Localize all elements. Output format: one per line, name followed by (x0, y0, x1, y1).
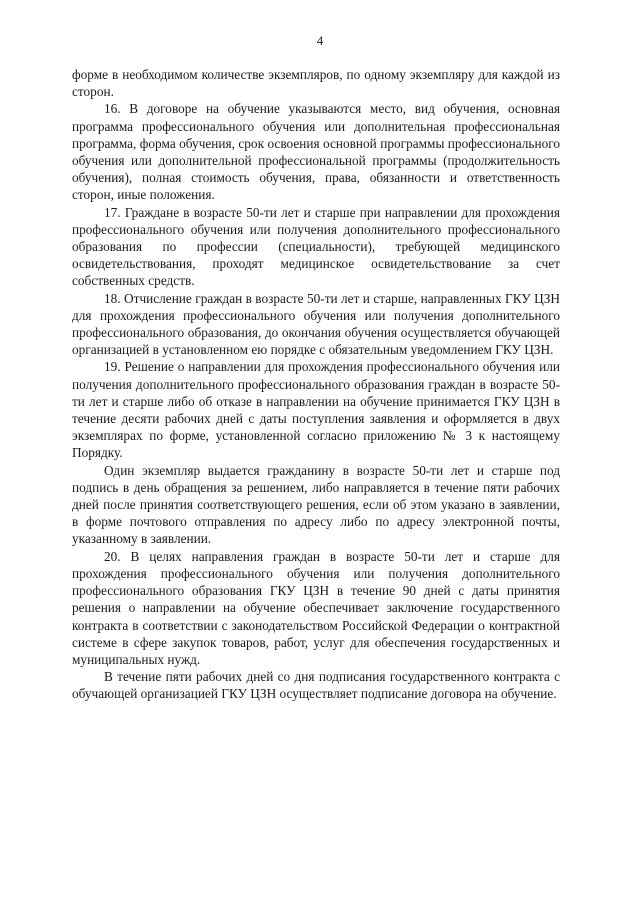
paragraph-19-continued: Один экземпляр выдается гражданину в возрасте 50-ти лет и старше под подпись в день обращения за решением, либо направляется в течение пяти рабочих дней после принятия соответствующего решения, если об этом указано в заявлении, в форме почтового отправления по адресу либо по адресу электронной почты, указанному в заявлении. (72, 462, 560, 547)
page-number: 4 (316, 33, 324, 48)
paragraph-18: 18. Отчисление граждан в возрасте 50-ти лет и старше, направленных ГКУ ЦЗН для прохождения профессионального обучения или получения дополнительного профессионального образования, до окончания обучения осуществляется обучающей организацией в установленном ею порядке с обязательным уведомлением ГКУ ЦЗН. (72, 290, 560, 358)
document-body (72, 66, 560, 703)
paragraph-19: 19. Решение о направлении для прохождения профессионального обучения или получения дополнительного профессионального образования граждан в возрасте 50-ти лет и старше либо об отказе в направлении на обучение принимается ГКУ ЦЗН в течение десяти рабочих дней с даты поступления заявления и оформляется в двух экземплярах по форме, установленной согласно приложению № 3 к настоящему Порядку. (72, 359, 560, 461)
paragraph-20: 20. В целях направления граждан в возрасте 50-ти лет и старше для прохождения профессионального обучения или получения дополнительного профессионального образования ГКУ ЦЗН в течение 90 дней с даты принятия решения о направлении на обучение обеспечивает заключение государственного контракта в соответствии с законодательством Российской Федерации о контрактной системе в сфере закупок товаров, работ, услуг для обеспечения государственных и муниципальных нужд. (72, 548, 560, 667)
paragraph-16: 16. В договоре на обучение указываются место, вид обучения, основная программа профессионального обучения или дополнительная профессиональная программа, форма обучения, срок освоения основной программы профессионального обучения или дополнительной профессиональной программы (продолжительность обучения), полная стоимость обучения, права, обязанности и ответственность сторон, иные положения. (72, 101, 560, 203)
paragraph-17: 17. Граждане в возрасте 50-ти лет и старше при направлении для прохождения профессионального обучения или получения дополнительного профессионального образования по профессии (специальности), требующей медицинского освидетельствования, проходят медицинское освидетельствование за счет собственных средств. (72, 204, 560, 289)
paragraph-20-continued: В течение пяти рабочих дней со дня подписания государственного контракта с обучающей организацией ГКУ ЦЗН осуществляет подписание договора на обучение. (72, 669, 560, 702)
paragraph-continuation: форме в необходимом количестве экземпляров, по одному экземпляру для каждой из сторон. (72, 67, 560, 100)
